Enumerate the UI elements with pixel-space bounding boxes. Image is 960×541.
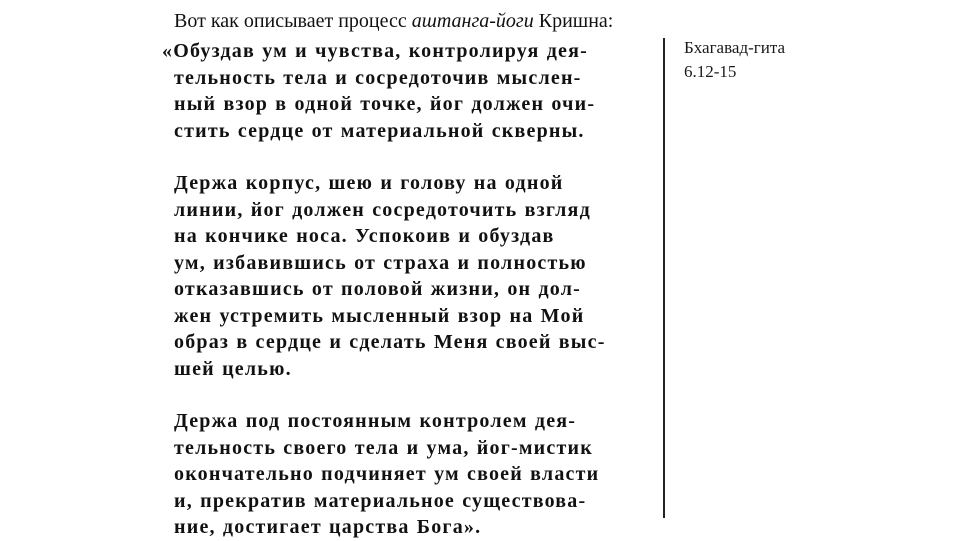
quote-line: ный взор в одной точке, йог должен очи- xyxy=(174,93,596,115)
citation-title: Бхагавад-гита xyxy=(684,38,786,57)
quote-paragraph-2 xyxy=(162,170,652,382)
quote-line: «Обуздав ум и чувства, контролируя дея- xyxy=(162,40,589,62)
quote-paragraph-3 xyxy=(162,408,652,541)
margin-divider xyxy=(663,38,665,518)
quote-line: Держа корпус, шею и голову на одной xyxy=(174,172,564,194)
quote-line: окончательно подчиняет ум своей власти xyxy=(174,463,600,485)
citation-note xyxy=(684,36,785,84)
quote-line: ум, избавившись от страха и полностью xyxy=(174,251,587,274)
quote-paragraph-1 xyxy=(162,38,652,144)
intro-text xyxy=(174,8,613,34)
intro-prefix: Вот как описывает процесс xyxy=(174,10,412,32)
quote-line: образ в сердце и сделать Меня своей выс- xyxy=(174,331,606,353)
quote-line: стить сердце от материальной скверны. xyxy=(174,119,585,142)
quote-line: жен устремить мысленный взор на Мой xyxy=(174,304,585,327)
citation-verses: 6.12-15 xyxy=(684,62,737,81)
scripture-quote xyxy=(162,38,652,541)
quote-line: отказавшись от половой жизни, он дол- xyxy=(174,278,581,300)
quote-line: тельность тела и сосредоточив мыслен- xyxy=(174,66,582,89)
intro-term: аштанга-йоги xyxy=(411,10,534,32)
quote-line: на кончике носа. Успокоив и обуздав xyxy=(174,225,555,247)
quote-line: тельность своего тела и ума, йог-мистик xyxy=(174,436,593,459)
quote-line: Держа под постоянным контролем дея- xyxy=(174,410,577,432)
quote-line: и, прекратив материальное существова- xyxy=(174,489,587,512)
quote-line: ние, достигает царства Бога». xyxy=(174,516,482,538)
quote-line: шей целью. xyxy=(174,357,292,380)
quote-line: линии, йог должен сосредоточить взгляд xyxy=(174,198,591,221)
intro-suffix: Кришна: xyxy=(533,10,614,32)
